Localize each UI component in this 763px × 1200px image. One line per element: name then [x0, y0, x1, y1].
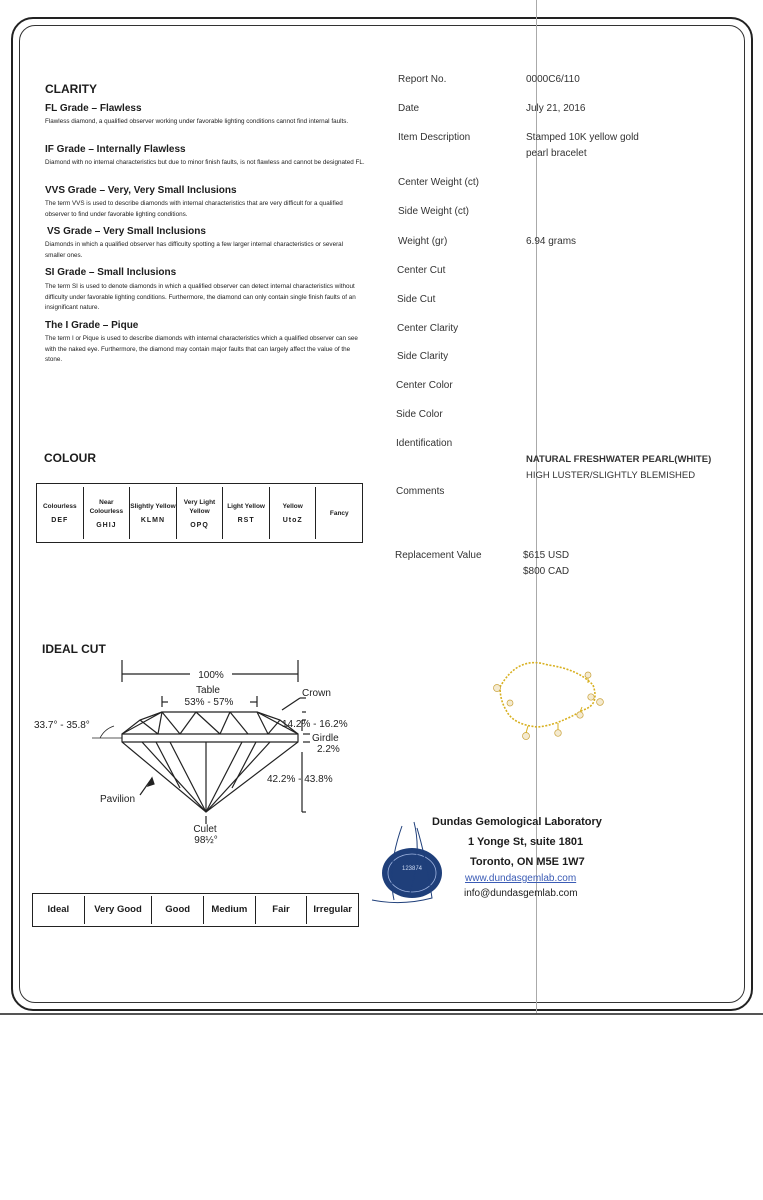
lab-address-block [432, 812, 602, 902]
value-replacement-cad: $800 CAD [523, 566, 570, 577]
colour-cell-yellow [270, 487, 317, 539]
colour-title: COLOUR [44, 451, 96, 465]
lab-address-line2: Toronto, ON M5E 1W7 [470, 856, 585, 868]
bracelet-photo [488, 655, 608, 755]
lab-address-line1: 1 Yonge St, suite 1801 [468, 836, 584, 848]
label-100-percent: 100% [198, 670, 224, 681]
label-comments: Comments [396, 486, 445, 497]
grade-fl-heading: FL Grade – Flawless [45, 103, 142, 114]
colour-scale-table [36, 483, 363, 543]
grade-si-heading: SI Grade – Small Inclusions [45, 267, 177, 278]
colour-cell-near-colourless [84, 487, 131, 539]
label-date: Date [398, 103, 420, 114]
cut-grade-medium: Medium [204, 896, 256, 924]
colour-name: Colourless [42, 503, 77, 510]
label-item-description: Item Description [398, 132, 471, 143]
ideal-cut-title: IDEAL CUT [42, 642, 106, 656]
label-girdle: Girdle [312, 733, 339, 744]
label-side-cut: Side Cut [397, 294, 436, 305]
label-crown-height: 14.2% - 16.2% [282, 719, 348, 730]
value-date: July 21, 2016 [526, 103, 586, 114]
label-culet-angle: 98½° [194, 835, 218, 846]
colour-codes: OPQ [190, 521, 209, 529]
grade-fl-text: Flawless diamond, a qualified observer working under favorable lighting conditions cannot find internal faults. [45, 118, 349, 125]
colour-codes: DEF [51, 517, 69, 524]
colour-cell-very-light-yellow [177, 487, 224, 539]
ideal-cut-diagram [30, 660, 375, 850]
lab-website-link[interactable]: www.dundasgemlab.com [465, 873, 577, 884]
label-identification: Identification [396, 438, 453, 449]
lab-email: info@dundasgemlab.com [464, 888, 578, 899]
colour-codes: KLMN [140, 517, 166, 524]
clarity-title: CLARITY [45, 82, 97, 96]
label-girdle-pct: 2.2% [317, 744, 340, 755]
seal-text: 123874 [401, 866, 423, 872]
value-item-description-2: pearl bracelet [526, 148, 587, 159]
label-crown-angle: 33.7° - 35.8° [34, 720, 90, 731]
colour-codes: GHIJ [96, 521, 117, 529]
grade-i-text: The term I or Pique is used to describe diamonds with internal characteristics which a qualified observer can see with the naked eye. Furthermore, the diamond may contain major faults that can largely affect the value of the stone. [45, 335, 358, 363]
colour-codes: UtoZ [282, 517, 303, 524]
grade-vvs-heading: VVS Grade – Very, Very Small Inclusions [45, 185, 237, 196]
cut-grade-fair: Fair [256, 896, 308, 924]
grade-vvs-text: The term VVS is used to describe diamonds with internal characteristics that are very difficult for a qualified observer to find under favorable lighting conditions. [45, 200, 343, 218]
grade-vs-heading: VS Grade – Very Small Inclusions [47, 226, 206, 237]
value-identification: NATURAL FRESHWATER PEARL(WHITE) [526, 454, 712, 465]
colour-name: Light Yellow [227, 503, 265, 510]
colour-name: Very Light Yellow [183, 498, 216, 515]
grade-i-heading: The I Grade – Pique [45, 320, 139, 331]
label-replacement-value: Replacement Value [395, 550, 482, 561]
label-side-color: Side Color [396, 409, 443, 420]
label-center-cut: Center Cut [397, 265, 446, 276]
grade-if-heading: IF Grade – Internally Flawless [45, 144, 186, 155]
colour-codes: RST [237, 517, 255, 524]
label-side-weight: Side Weight (ct) [398, 206, 469, 217]
value-replacement-usd: $615 USD [523, 550, 570, 561]
colour-cell-fancy [316, 487, 362, 539]
value-report-no: 0000C6/110 [526, 74, 580, 85]
label-table-range: 53% - 57% [184, 697, 234, 708]
label-center-weight: Center Weight (ct) [398, 177, 479, 188]
colour-name: Near Colourless [89, 498, 124, 515]
grade-if-text: Diamond with no internal characteristics but due to minor finish faults, is not flawless and cannot be designated FL. [45, 159, 365, 166]
grade-vs-text: Diamonds in which a qualified observer has difficulty spotting a few larger internal characteristics or several smaller ones. [45, 241, 344, 259]
colour-cell-colourless [37, 487, 84, 539]
label-table: Table [196, 685, 220, 696]
value-item-description: Stamped 10K yellow gold [526, 132, 639, 143]
label-pavilion: Pavilion [100, 794, 136, 805]
colour-name: Slightly Yellow [130, 503, 176, 510]
cut-grade-table [32, 893, 359, 927]
cut-grade-ideal: Ideal [33, 896, 85, 924]
grade-si-text: The term SI is used to denote diamonds in which a qualified observer can detect internal characteristics without difficulty under favorable lighting conditions. Furthermore, the diamond can only contain single finish faults of an insignificant nature. [45, 283, 356, 311]
value-weight-gr: 6.94 grams [526, 236, 577, 247]
scan-edge [0, 1013, 763, 1015]
cut-grade-very-good: Very Good [85, 896, 153, 924]
colour-name: Fancy [329, 509, 349, 517]
label-culet: Culet [193, 824, 217, 835]
lab-name: Dundas Gemological Laboratory [432, 816, 602, 828]
colour-name: Yellow [282, 503, 303, 510]
cut-grade-good: Good [152, 896, 204, 924]
label-report-no: Report No. [398, 74, 447, 85]
label-center-clarity: Center Clarity [397, 323, 459, 334]
label-pavilion-depth: 42.2% - 43.8% [267, 774, 333, 785]
value-comments: HIGH LUSTER/SLIGHTLY BLEMISHED [526, 470, 696, 481]
cut-grade-irregular: Irregular [313, 904, 352, 915]
colour-cell-slightly-yellow [130, 487, 177, 539]
label-center-color: Center Color [396, 380, 453, 391]
label-crown: Crown [302, 688, 331, 699]
label-side-clarity: Side Clarity [397, 351, 449, 362]
label-weight-gr: Weight (gr) [398, 236, 448, 247]
colour-cell-light-yellow [223, 487, 270, 539]
